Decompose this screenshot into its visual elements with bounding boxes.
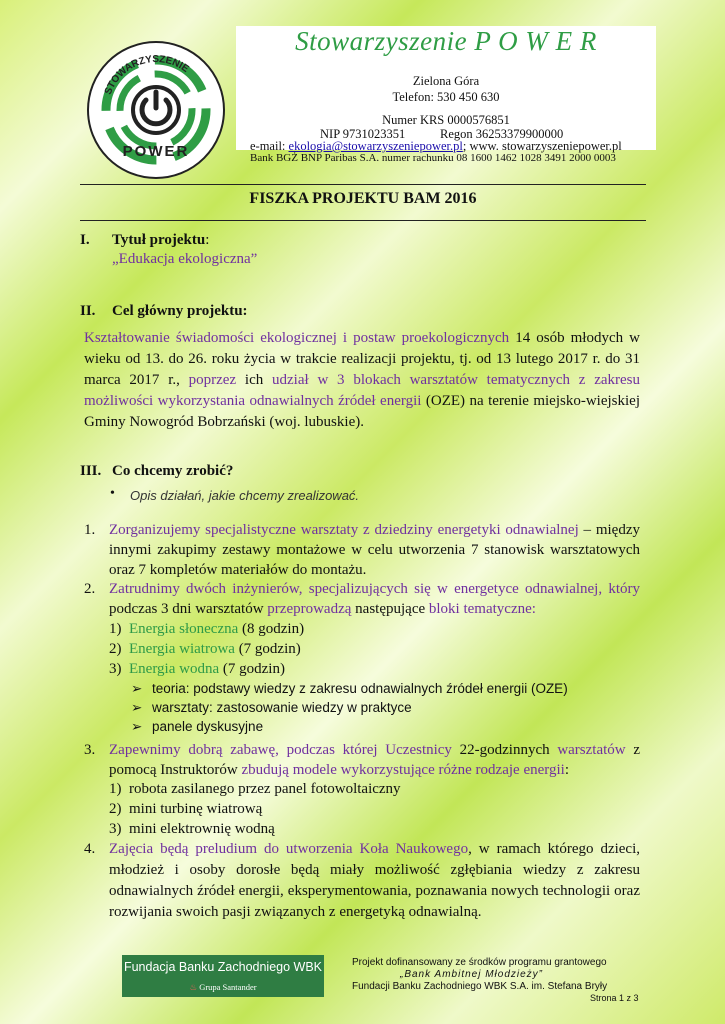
logo-text-top: STOWARZYSZENIE (102, 53, 191, 97)
list-item-2-text-a: Zatrudnimy dwóch inżynierów, specjalizujących się w energetyce odnawialnej, który (109, 581, 640, 597)
bullet-icon: • (110, 486, 115, 501)
model-2-text: mini turbinę wiatrową (129, 801, 263, 817)
section-2-heading: Cel główny projektu: (112, 303, 248, 319)
topic-2-name: Energia wiatrowa (129, 641, 235, 657)
model-item-2 (109, 799, 262, 819)
document-title: FISZKA PROJEKTU BAM 2016 (249, 190, 477, 207)
project-title: „Edukacja ekologiczna” (112, 251, 258, 267)
topic-item-1 (109, 619, 304, 639)
list-item-3-text-d: z pomocą Instruktorów (109, 742, 640, 778)
list-item-2-text-b: podczas 3 dni warsztatów (109, 601, 268, 617)
model-1-number: 1) (109, 781, 122, 797)
goal-text-b: 14 osób młodych w wieku od 13. do 26. roku życia w trakcie realizacji projektu, tj. od 13 lutego 2017 r. do 31 marca 2017 r., (84, 330, 640, 388)
phone: Telefon: 530 450 630 (392, 90, 500, 104)
topic-3-name: Energia wodna (129, 661, 220, 677)
list-item-1-number: 1. (84, 522, 96, 538)
org-name: Stowarzyszenie P O W E R (295, 26, 597, 56)
topic-item-3 (109, 659, 285, 679)
section-2-number: II. (80, 303, 96, 319)
model-1-text: robota zasilanego przez panel fotowoltaiczny (129, 781, 401, 797)
nip: NIP 9731023351 (320, 127, 406, 141)
arrow-bullet-icon: ➢ (131, 681, 143, 696)
model-2-number: 2) (109, 801, 122, 817)
email-prefix: e-mail: (250, 139, 289, 153)
list-item-3 (84, 740, 640, 780)
list-item-3-text-e: zbudują modele wykorzystujące różne rodzaje energii (241, 762, 565, 778)
topic-item-2 (109, 639, 301, 659)
list-item-3-number: 3. (84, 742, 96, 758)
list-item-4-number: 4. (84, 841, 96, 857)
goal-text-a: Kształtowanie świadomości ekologicznej i postaw proekologicznych (84, 330, 510, 346)
goal-text-d: ich (236, 372, 273, 388)
list-item-2 (84, 579, 640, 619)
arrow-bullet-icon: ➢ (131, 719, 143, 734)
power-logo (86, 40, 226, 180)
model-item-1 (109, 779, 401, 799)
flame-icon: ♨ (189, 982, 198, 992)
email-link[interactable]: ekologia@stowarzyszeniepower.pl (288, 139, 463, 153)
page-number: Strona 1 z 3 (590, 993, 639, 1003)
list-item-3-text-c: warsztatów (557, 742, 626, 758)
fund-logo-sub (122, 982, 324, 993)
fund-logo-name: Fundacja Banku Zachodniego WBK (123, 960, 323, 974)
rule-bottom (80, 220, 646, 221)
list-item-2-number: 2. (84, 581, 96, 597)
list-item-2-text-d: następujące (351, 601, 429, 617)
list-item-1 (84, 520, 640, 580)
workshop-part-3: panele dyskusyjne (152, 719, 264, 734)
section-1-colon: : (205, 232, 210, 248)
section-3-heading: Co chcemy zrobić? (112, 463, 234, 479)
krs: Numer KRS 0000576851 (382, 113, 510, 127)
city: Zielona Góra (412, 74, 480, 88)
footer-line-3: Fundacji Banku Zachodniego WBK S.A. im. Stefana Bryły (352, 981, 608, 992)
logo-text-bottom: POWER (122, 143, 190, 160)
list-item-1-text-b: – między innymi zakupimy zestawy montażowe w celu utworzenia 7 stanowisk warsztatowych oraz 7 kompletów materiałów do montażu. (109, 522, 641, 578)
topic-3-number: 3) (109, 661, 122, 677)
list-item-3-text-a: Zapewnimy dobrą zabawę, podczas której Uczestnicy (109, 742, 452, 758)
section-3-hint: Opis działań, jakie chcemy zrealizować. (130, 488, 360, 503)
list-item-4-text-a: Zajęcia będą preludium do utworzenia Koła Naukowego (109, 841, 469, 857)
section-1-label: Tytuł projektu (112, 232, 206, 248)
main-goal-paragraph (84, 328, 640, 433)
list-item-2-text-e: bloki tematyczne: (428, 601, 536, 617)
list-item-4-text-b: , w ramach którego dzieci, młodzież i osoby dorosłe będą miały możliwość zgłębiania wiedzy z zakresu odnawialnych źródeł energii, eksperymentowania, poznawania nowych technologii oraz rozwijania swoich pasji związanych z energetyką odnawialną. (109, 841, 640, 920)
model-item-3 (109, 819, 275, 839)
footer-line-1: Projekt dofinansowany ze środków programu grantowego (352, 957, 607, 968)
regon: Regon 36253379900000 (440, 127, 564, 141)
topic-2-number: 2) (109, 641, 122, 657)
workshop-part-1: teoria: podstawy wiedzy z zakresu odnawialnych źródeł energii (OZE) (152, 681, 568, 696)
topic-1-name: Energia słoneczna (129, 621, 239, 637)
list-item-3-text-f: : (564, 762, 569, 778)
goal-text-e: udział w 3 blokach warsztatów tematycznych z zakresu możliwości wykorzystania odnawialnych źródeł energii (84, 372, 641, 409)
list-item-3-text-b: 22-godzinnych (451, 742, 558, 758)
topic-1-number: 1) (109, 621, 122, 637)
arrow-bullet-icon: ➢ (131, 700, 143, 715)
goal-text-c: poprzez (188, 372, 237, 388)
list-item-4 (84, 839, 640, 923)
section-3-number: III. (80, 463, 102, 479)
list-item-2-text-c: przeprowadzą (267, 601, 352, 617)
fund-logo-subtitle: Grupa Santander (199, 982, 257, 992)
topic-3-hours: (7 godzin) (219, 661, 285, 677)
bank-account: Bank BGŻ BNP Paribas S.A. numer rachunku 08 1600 1462 1028 3491 2000 0003 (250, 152, 616, 164)
topic-1-hours: (8 godzin) (238, 621, 305, 637)
list-item-1-text-a: Zorganizujemy specjalistyczne warsztaty z dziedziny energetyki odnawialnej (109, 522, 579, 538)
model-3-text: mini elektrownię wodną (129, 821, 275, 837)
rule-top (80, 184, 646, 185)
model-3-number: 3) (109, 821, 122, 837)
topic-2-hours: (7 godzin) (234, 641, 301, 657)
www: ; www. stowarzyszeniepower.pl (462, 139, 622, 153)
section-1-number: I. (80, 232, 90, 248)
section-1-heading (112, 232, 209, 249)
goal-text-f: (OZE) na terenie miejsko-wiejskiej Gminy Nowogród Bobrzański (woj. lubuskie). (84, 393, 640, 430)
workshop-part-2: warsztaty: zastosowanie wiedzy w praktyce (152, 700, 412, 715)
footer-line-2: „Bank Ambitnej Młodzieży” (400, 969, 544, 980)
